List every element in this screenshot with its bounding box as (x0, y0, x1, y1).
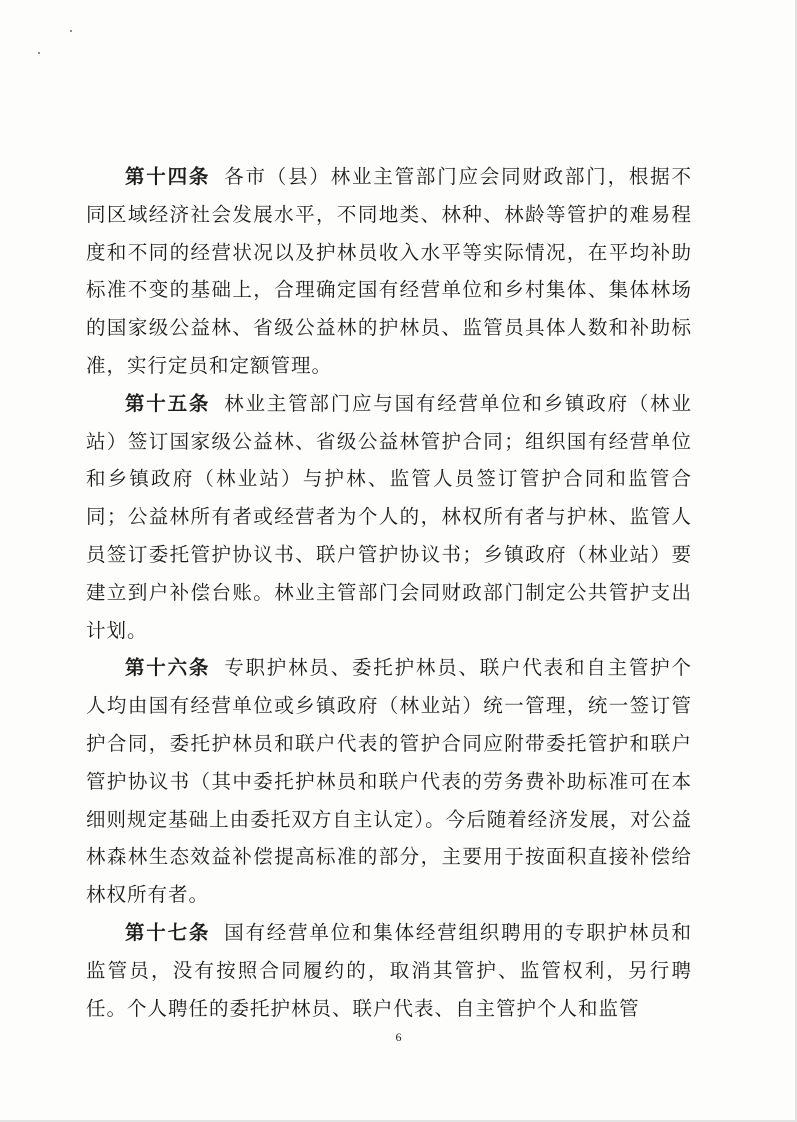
page-number: 6 (395, 1030, 402, 1044)
article-17-text: 国有经营单位和集体经营组织聘用的专职护林员和监管员，没有按照合同履约的，取消其管护、监管权利，另行聘任。个人聘任的委托护林员、联户代表、自主管护个人和监管 (86, 920, 692, 1020)
scan-speck (38, 52, 40, 54)
article-17 (86, 914, 692, 1027)
article-15-heading: 第十五条 (125, 391, 211, 415)
scan-speck (70, 30, 72, 32)
article-16-text: 专职护林员、委托护林员、联户代表和自主管护个人均由国有经营单位或乡镇政府（林业站）统一管理，统一签订管护合同，委托护林员和联户代表的管护合同应附带委托管护和联户管护协议书（其中委托护林员和联户代表的劳务费补助标准可在本细则规定基础上由委托双方自主认定）。今后随着经济发展，对公益林森林生态效益补偿提高标准的部分，主要用于按面积直接补偿给林权所有者。 (86, 656, 692, 907)
article-14-heading: 第十四条 (125, 165, 211, 188)
article-15-text: 林业主管部门应与国有经营单位和乡镇政府（林业站）签订国家级公益林、省级公益林管护合同；组织国有经营单位和乡镇政府（林业站）与护林、监管人员签订管护合同和监管合同；公益林所有者或经营者为个人的，林权所有者与护林、监管人员签订委托管护协议书、联户管护协议书；乡镇政府（林业站）要建立到户补偿台账。林业主管部门会同财政部门制定公共管护支出计划。 (86, 391, 692, 642)
article-14-text: 各市（县）林业主管部门应会同财政部门，根据不同区域经济社会发展水平，不同地类、林种、林龄等管护的难易程度和不同的经营状况以及护林员收入水平等实际情况，在平均补助标准不变的基础上，合理确定国有经营单位和乡村集体、集体林场的国家级公益林、省级公益林的护林员、监管员具体人数和补助标准，实行定员和定额管理。 (86, 165, 692, 377)
article-17-heading: 第十七条 (125, 920, 211, 944)
article-15 (86, 385, 692, 650)
article-16 (86, 649, 692, 914)
article-16-heading: 第十六条 (125, 656, 211, 680)
document-body (86, 158, 692, 1027)
article-14 (86, 158, 692, 385)
